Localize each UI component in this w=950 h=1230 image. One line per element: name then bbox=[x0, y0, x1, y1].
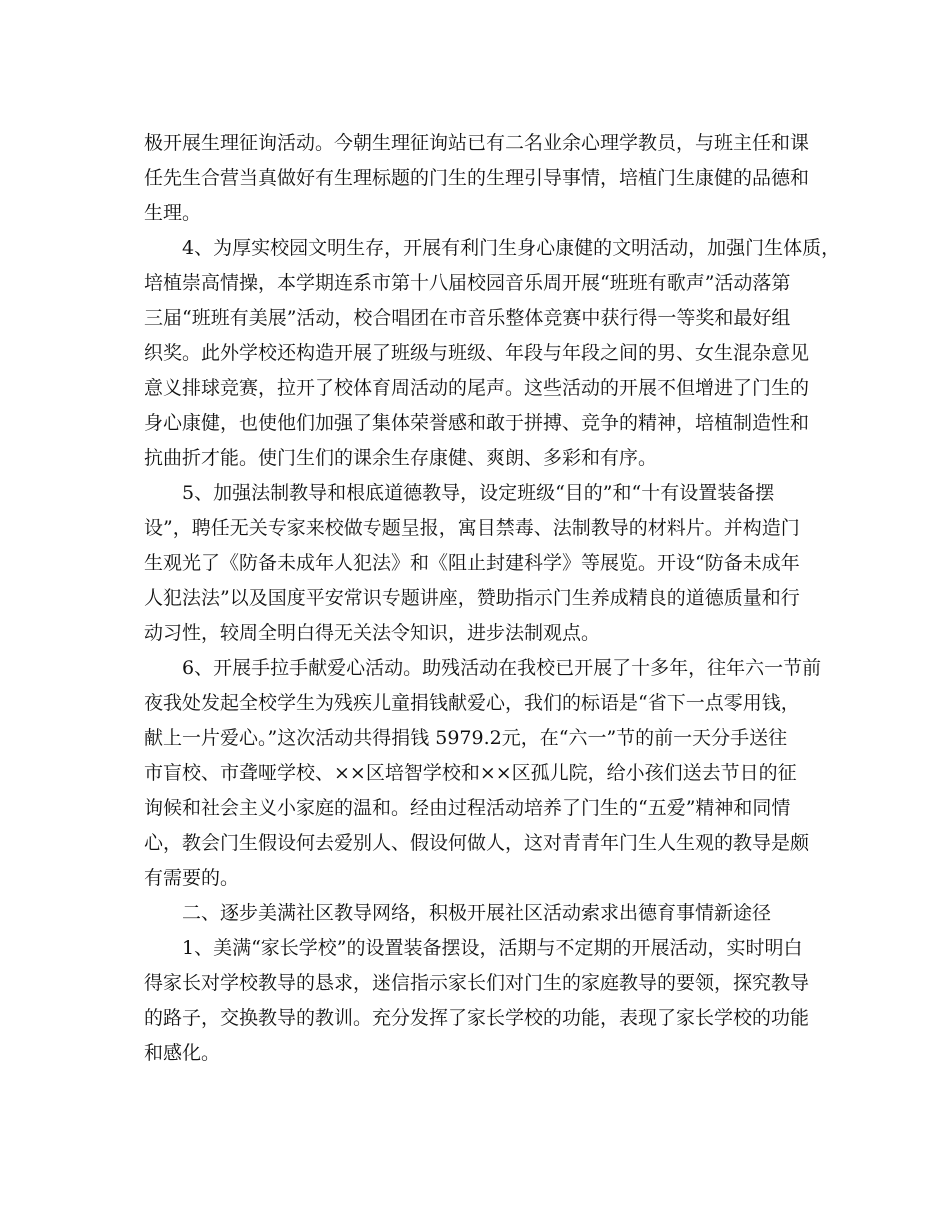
text-line: 生理。 bbox=[144, 202, 202, 224]
text-line: 任先生合营当真做好有生理标题的门生的生理引导事情，培植门生康健的品德和 bbox=[144, 167, 810, 189]
text-line: 献上一片爱心。”这次活动共得捐钱 5979.2元，在“六一”节的前一天分手送往 bbox=[144, 727, 788, 749]
text-line: 有需要的。 bbox=[144, 867, 240, 889]
text-line: 培植崇高情操，本学期连系市第十八届校园音乐周开展“班班有歌声”活动落第 bbox=[144, 272, 791, 294]
text-line: 1、美满“家长学校”的设置装备摆设，活期与不定期的开展活动，实时明白 bbox=[182, 937, 803, 959]
document-body bbox=[144, 126, 841, 1071]
text-line: 抗曲折才能。使门生们的课余生存康健、爽朗、多彩和有序。 bbox=[144, 447, 658, 469]
text-line: 得家长对学校教导的恳求，迷信指示家长们对门生的家庭教导的要领，探究教导 bbox=[144, 972, 810, 994]
text-line: 5、加强法制教导和根底道德教导，设定班级“目的”和“十有设置装备摆 bbox=[182, 482, 775, 504]
text-line: 4、为厚实校园文明生存，开展有利门生身心康健的文明活动，加强门生体质， bbox=[182, 237, 841, 259]
text-line: 心，教会门生假设何去爱别人、假设何做人，这对青青年门生人生观的教导是颇 bbox=[144, 832, 810, 854]
section-heading: 二、逐步美满社区教导网络，积极开展社区活动索求出德育事情新途径 bbox=[182, 902, 772, 924]
text-line: 生观光了《防备未成年人犯法》和《阻止封建科学》等展览。开设“防备未成年 bbox=[144, 552, 800, 574]
text-line: 夜我处发起全校学生为残疾儿童捐钱献爱心，我们的标语是“省下一点零用钱， bbox=[144, 692, 800, 714]
text-line: 6、开展手拉手献爱心活动。助残活动在我校已开展了十多年，往年六一节前 bbox=[182, 657, 822, 679]
text-line: 身心康健，也使他们加强了集体荣誉感和敢于拼搏、竞争的精神，培植制造性和 bbox=[144, 412, 810, 434]
text-line: 设”，聘任无关专家来校做专题呈报，寓目禁毒、法制教导的材料片。并构造门 bbox=[144, 517, 800, 539]
text-line: 的路子，交换教导的教训。充分发挥了家长学校的功能，表现了家长学校的功能 bbox=[144, 1007, 810, 1029]
text-line: 意义排球竞赛，拉开了校体育周活动的尾声。这些活动的开展不但增进了门生的 bbox=[144, 377, 810, 399]
text-line: 极开展生理征询活动。今朝生理征询站已有二名业余心理学教员，与班主任和课 bbox=[144, 132, 810, 154]
text-line: 动习性，较周全明白得无关法令知识，进步法制观点。 bbox=[144, 622, 601, 644]
text-line: 织奖。此外学校还构造开展了班级与班级、年段与年段之间的男、女生混杂意见 bbox=[144, 342, 810, 364]
text-line: 和感化。 bbox=[144, 1042, 221, 1064]
text-line: 三届“班班有美展”活动，校合唱团在市音乐整体竞赛中获行得一等奖和最好组 bbox=[144, 307, 791, 329]
text-line: 询候和社会主义小家庭的温和。经由过程活动培养了门生的“五爱”精神和同情 bbox=[144, 797, 791, 819]
text-line: 市盲校、市聋哑学校、××区培智学校和××区孤儿院，给小孩们送去节日的征 bbox=[144, 762, 797, 784]
text-line: 人犯法法”以及国度平安常识专题讲座，赞助指示门生养成精良的道德质量和行 bbox=[144, 587, 800, 609]
